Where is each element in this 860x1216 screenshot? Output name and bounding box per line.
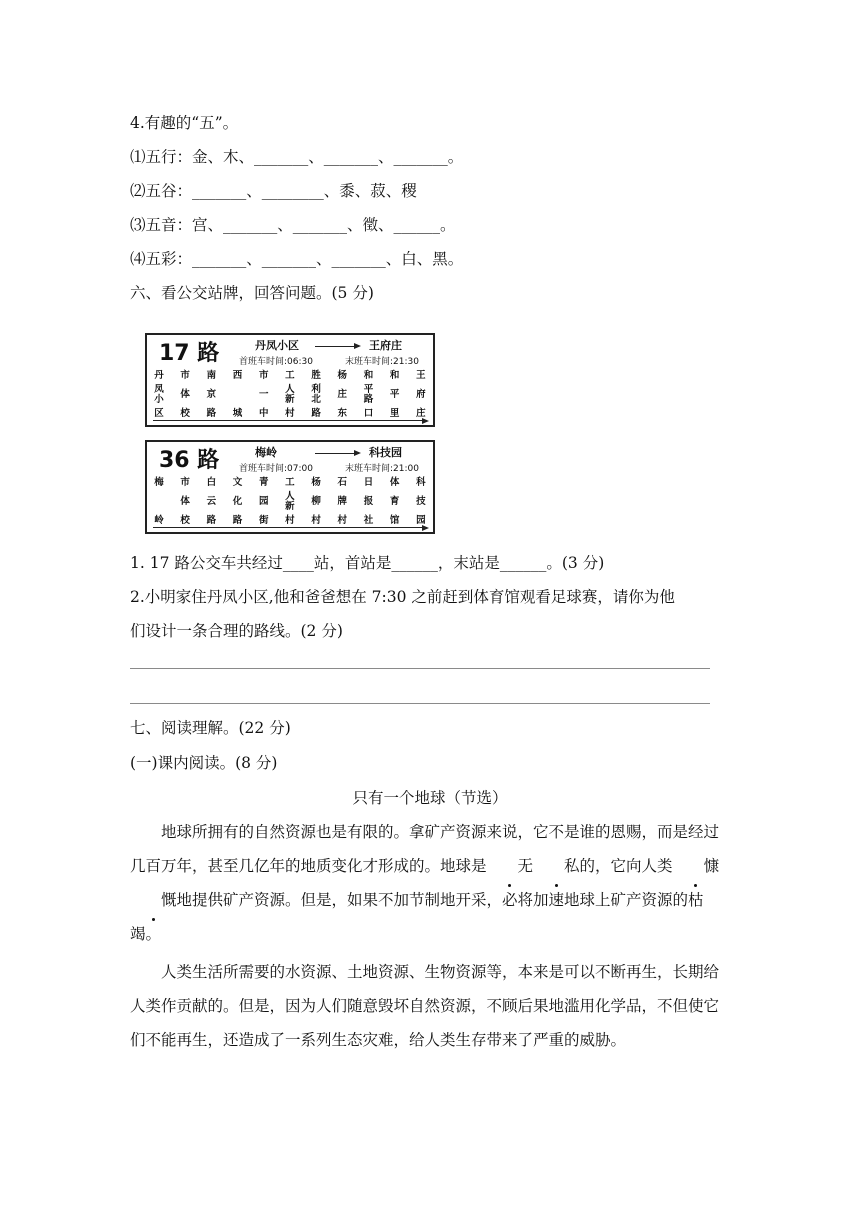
station-first-char: 工 (285, 477, 295, 488)
route-from: 丹凤小区 (255, 339, 299, 352)
paragraph-1-part-a: 地球所拥有的自然资源也是有限的。拿矿产资源来说，它不是谁的恩赐，而是经过几百万年，甚至几亿年的地质变化才形成的。地球是 (130, 823, 720, 875)
station-last-char: 园 (416, 515, 426, 526)
station-last-char: 馆 (389, 515, 400, 526)
station-last-char: 城 (232, 408, 243, 419)
station-middle-chars (259, 381, 269, 409)
station-last-char: 路 (206, 515, 217, 526)
paragraph-1-part-b: 的，它向人类 (579, 857, 673, 875)
station-middle-chars (207, 488, 217, 516)
station-char: 人 (285, 384, 295, 395)
station-last-char: 校 (180, 408, 190, 419)
route-line-arrow-icon (153, 420, 427, 421)
station-last-char: 中 (258, 408, 269, 419)
station-char: 柳 (311, 496, 321, 507)
station-0-6 (310, 371, 322, 419)
station-1-10 (415, 478, 427, 526)
passage-title: 只有一个地球（节选） (352, 789, 508, 807)
station-char: 云 (206, 496, 217, 507)
passage-paragraph-2: 人类生活所需要的水资源、土地资源、生物资源等，本来是可以不断再生，长期给人类作贡献的。但是，因为人们随意毁坏自然资源，不顾后果地滥用化学品，不但使它们不能再生，还造成了一系列生态灾难，给人类生存带来了严重的威胁。 (130, 963, 720, 1049)
emphasis-char-wu: 无 (487, 849, 534, 883)
station-0-10 (415, 371, 427, 419)
station-1-0 (153, 478, 165, 526)
station-last-char: 路 (311, 408, 321, 419)
station-last-char: 区 (154, 408, 164, 419)
station-char: 育 (389, 496, 400, 507)
station-middle-chars (364, 488, 374, 516)
route-to: 王府庄 (369, 339, 402, 352)
station-middle-chars (311, 488, 321, 516)
emphasis-char-kang: 慷 (673, 849, 720, 883)
station-last-char: 里 (389, 408, 400, 419)
station-first-char: 青 (258, 477, 269, 488)
first-bus-time: 首班车时间:06:30 (239, 357, 313, 367)
station-char: 庄 (337, 389, 348, 400)
station-middle-chars (390, 381, 400, 409)
station-char: 路 (363, 394, 374, 405)
station-middle-chars (338, 488, 348, 516)
section6-question-2-line-1: 2.小明家住丹凤小区,他和爸爸想在 7:30 之前赶到体育馆观看足球赛，请你为他 (130, 588, 675, 606)
answer-line-2 (130, 703, 710, 704)
station-char: 利 (311, 384, 321, 395)
station-middle-chars (259, 488, 269, 516)
station-last-char: 路 (206, 408, 217, 419)
station-last-char: 东 (337, 408, 348, 419)
station-0-5 (284, 371, 296, 419)
station-char: 新 (285, 501, 295, 512)
station-char: 园 (258, 496, 269, 507)
station-char: 北 (311, 394, 321, 405)
station-middle-chars (207, 381, 217, 409)
q4-item-wucai: ⑷五彩：_______、_______、_______、白、黑。 (130, 250, 464, 268)
station-last-char: 街 (258, 515, 269, 526)
station-0-3 (232, 371, 244, 419)
station-list (153, 478, 427, 526)
station-first-char: 梅 (154, 477, 164, 488)
section6-question-1: 1. 17 路公交车共经过____站，首站是______，末站是______。(3 分) (130, 554, 605, 572)
last-bus-time: 末班车时间:21:00 (345, 464, 419, 474)
station-last-char: 路 (232, 515, 243, 526)
station-last-char: 社 (363, 515, 374, 526)
station-0-0 (153, 371, 165, 419)
station-middle-chars (416, 381, 426, 409)
station-1-8 (363, 478, 375, 526)
station-last-char: 口 (363, 408, 374, 419)
passage-paragraph-1 (130, 815, 730, 951)
station-0-4 (258, 371, 270, 419)
station-0-1 (179, 371, 191, 419)
station-first-char: 王 (416, 370, 426, 381)
bus-board-17 (145, 333, 435, 427)
station-first-char: 西 (232, 370, 243, 381)
station-char: 报 (363, 496, 374, 507)
station-first-char: 和 (389, 370, 400, 381)
station-first-char: 杨 (337, 370, 348, 381)
station-last-char: 校 (180, 515, 190, 526)
answer-line-1 (130, 668, 710, 669)
station-last-char: 村 (285, 515, 295, 526)
station-first-char: 石 (337, 477, 348, 488)
station-first-char: 体 (389, 477, 400, 488)
station-first-char: 丹 (154, 370, 164, 381)
last-bus-time: 末班车时间:21:30 (345, 357, 419, 367)
direction-arrow-icon (315, 453, 359, 454)
q4-item-wuxing: ⑴五行：金、木、_______、_______、_______。 (130, 148, 464, 166)
station-middle-chars (180, 381, 190, 409)
section6-question-2-line-2: 们设计一条合理的路线。(2 分) (130, 622, 343, 640)
station-char: 一 (258, 389, 269, 400)
station-first-char: 白 (206, 477, 217, 488)
station-0-7 (336, 371, 348, 419)
station-middle-chars (233, 488, 243, 516)
station-1-6 (310, 478, 322, 526)
station-first-char: 文 (232, 477, 243, 488)
station-1-2 (205, 478, 217, 526)
station-char: 新 (285, 394, 295, 405)
station-char: 体 (180, 389, 190, 400)
station-char: 人 (285, 491, 295, 502)
station-1-1 (179, 478, 191, 526)
station-first-char: 和 (363, 370, 374, 381)
station-middle-chars (285, 381, 295, 409)
first-bus-time: 首班车时间:07:00 (239, 464, 313, 474)
station-middle-chars (311, 381, 321, 409)
station-char: 平 (363, 384, 374, 395)
station-first-char: 科 (416, 477, 426, 488)
station-middle-chars (364, 381, 374, 409)
station-char: 小 (154, 394, 164, 405)
station-last-char: 村 (285, 408, 295, 419)
station-first-char: 市 (258, 370, 269, 381)
station-first-char: 胜 (311, 370, 321, 381)
station-middle-chars (180, 488, 190, 516)
station-first-char: 杨 (311, 477, 321, 488)
bus-board-36 (145, 440, 435, 534)
station-first-char: 日 (363, 477, 374, 488)
station-last-char: 庄 (416, 408, 426, 419)
station-char: 牌 (337, 496, 348, 507)
station-middle-chars (154, 381, 164, 409)
station-char: 化 (232, 496, 243, 507)
station-char: 凤 (154, 384, 164, 395)
q4-heading: 4.有趣的“五”。 (130, 114, 239, 132)
station-0-9 (389, 371, 401, 419)
station-1-5 (284, 478, 296, 526)
direction-arrow-icon (315, 346, 359, 347)
station-middle-chars (338, 381, 348, 409)
route-from: 梅岭 (255, 446, 277, 459)
station-middle-chars (390, 488, 400, 516)
station-char: 技 (416, 496, 426, 507)
q4-item-wugu: ⑵五谷：_______、________、黍、菽、稷 (130, 182, 417, 200)
station-0-8 (363, 371, 375, 419)
paragraph-1-part-c: 地提供矿产资源。但是，如果不加节制地开采，必将加速地球上矿产资源的枯竭。 (130, 891, 704, 943)
station-char: 体 (180, 496, 190, 507)
route-number: 36 路 (159, 448, 220, 473)
section6-heading: 六、看公交站牌，回答问题。(5 分) (130, 284, 374, 302)
emphasis-char-kai: 慨 (130, 883, 177, 917)
route-number: 17 路 (159, 341, 220, 366)
station-first-char: 工 (285, 370, 295, 381)
station-first-char: 南 (206, 370, 217, 381)
station-first-char: 市 (180, 477, 190, 488)
section7-heading: 七、阅读理解。(22 分) (130, 719, 291, 737)
station-0-2 (205, 371, 217, 419)
station-last-char: 岭 (154, 515, 164, 526)
q4-item-wuyin: ⑶五音：宫、_______、_______、徵、______。 (130, 216, 456, 234)
station-middle-chars (285, 488, 295, 516)
station-1-7 (336, 478, 348, 526)
station-last-char: 村 (337, 515, 348, 526)
station-1-3 (232, 478, 244, 526)
station-1-4 (258, 478, 270, 526)
route-line-arrow-icon (153, 527, 427, 528)
station-list (153, 371, 427, 419)
station-first-char: 市 (180, 370, 190, 381)
station-middle-chars (416, 488, 426, 516)
station-char: 京 (206, 389, 217, 400)
station-char: 平 (389, 389, 400, 400)
route-to: 科技园 (369, 446, 402, 459)
emphasis-char-si: 私 (533, 849, 580, 883)
station-1-9 (389, 478, 401, 526)
station-last-char: 村 (311, 515, 321, 526)
station-char: 府 (416, 389, 426, 400)
section7-subheading: (一)课内阅读。(8 分) (130, 754, 278, 772)
